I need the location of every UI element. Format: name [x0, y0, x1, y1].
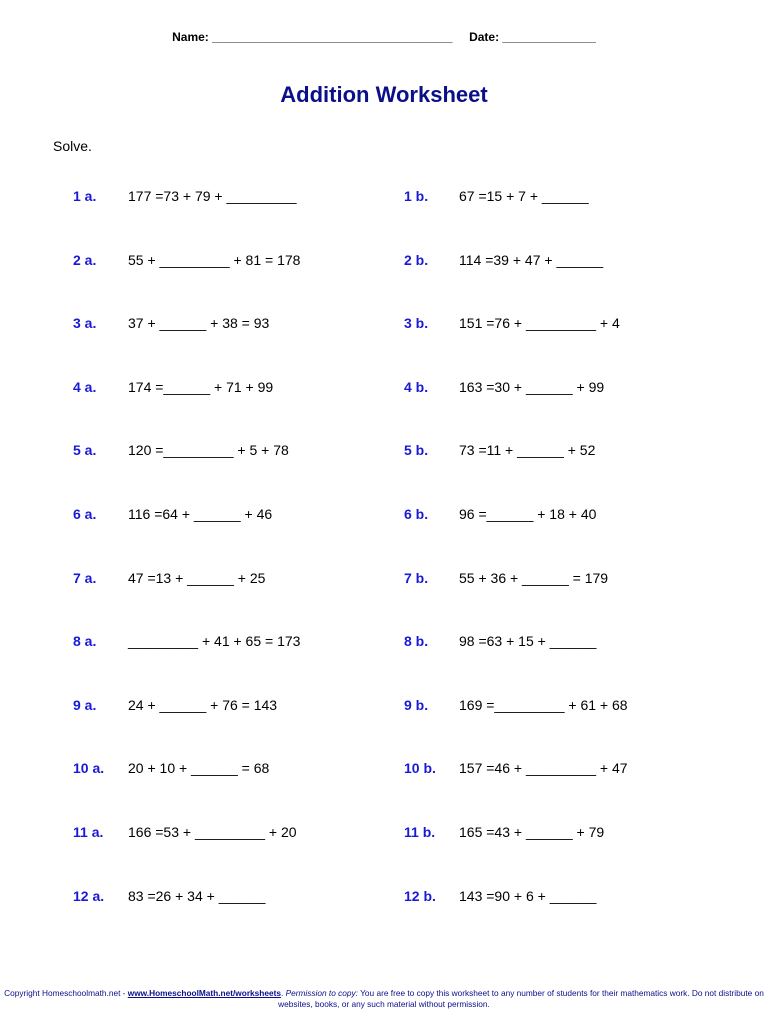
- problem-expression[interactable]: 20 + 10 + ______ = 68: [128, 760, 270, 777]
- problem-number: 12 a.: [73, 887, 105, 904]
- problem-expression[interactable]: 55 + _________ + 81 = 178: [128, 251, 301, 268]
- problem-expression[interactable]: 169 =_________ + 61 + 68: [459, 696, 628, 713]
- problem-expression[interactable]: 98 =63 + 15 + ______: [459, 633, 597, 650]
- problem-number: 3 b.: [404, 315, 429, 332]
- problem-expression[interactable]: _________ + 41 + 65 = 173: [128, 633, 301, 650]
- copyright-text: Copyright Homeschoolmath.net -: [4, 988, 128, 998]
- problem-number: 5 a.: [73, 442, 97, 459]
- name-date-line: [0, 30, 768, 44]
- problem-number: 7 a.: [73, 569, 97, 586]
- problem-row: [0, 379, 768, 443]
- problem-number: 9 b.: [404, 696, 429, 713]
- worksheets-link[interactable]: www.HomeschoolMath.net/worksheets: [127, 988, 281, 998]
- problem-expression[interactable]: 166 =53 + _________ + 20: [128, 823, 297, 840]
- problem-number: 8 b.: [404, 633, 429, 650]
- worksheet-title: Addition Worksheet: [280, 82, 488, 107]
- problem-expression[interactable]: 83 =26 + 34 + ______: [128, 887, 266, 904]
- problem-expression[interactable]: 120 =_________ + 5 + 78: [128, 442, 289, 459]
- problem-expression[interactable]: 114 =39 + 47 + ______: [459, 251, 604, 268]
- problem-expression[interactable]: 67 =15 + 7 + ______: [459, 188, 589, 204]
- problem-grid: [0, 188, 768, 951]
- problem-number: 2 b.: [404, 251, 429, 268]
- problem-expression[interactable]: 73 =11 + ______ + 52: [459, 442, 596, 459]
- problem-row: [0, 506, 768, 570]
- problem-expression[interactable]: 47 =13 + ______ + 25: [128, 569, 266, 586]
- problem-number: 6 a.: [73, 505, 97, 522]
- problem-expression[interactable]: 174 =______ + 71 + 99: [128, 378, 274, 395]
- problem-row: [0, 570, 768, 634]
- after-link-text: .: [280, 988, 286, 998]
- problem-number: 10 b.: [404, 760, 436, 777]
- problem-row: [0, 442, 768, 506]
- problem-number: 4 b.: [404, 378, 429, 395]
- problem-number: 5 b.: [404, 442, 429, 459]
- problem-expression[interactable]: 37 + ______ + 38 = 93: [128, 315, 270, 332]
- problem-expression[interactable]: 177 =73 + 79 + _________: [128, 188, 297, 204]
- problem-expression[interactable]: 143 =90 + 6 + ______: [459, 887, 597, 904]
- problem-number: 10 a.: [73, 760, 105, 777]
- problem-number: 7 b.: [404, 569, 429, 586]
- problem-row: [0, 697, 768, 761]
- problem-expression[interactable]: 157 =46 + _________ + 47: [459, 760, 628, 777]
- problem-number: 6 b.: [404, 505, 429, 522]
- problem-number: 11 b.: [404, 823, 436, 840]
- problem-number: 4 a.: [73, 378, 97, 395]
- problem-expression[interactable]: 165 =43 + ______ + 79: [459, 823, 605, 840]
- permission-text: You are free to copy this worksheet to any number of students for their mathematics work. Do not distribute on websites, books, or any such material without permission.: [278, 988, 764, 1009]
- problem-row: [0, 824, 768, 888]
- problem-number: 1 b.: [404, 188, 429, 204]
- problem-row: [0, 252, 768, 316]
- copyright-footer: [0, 988, 768, 1010]
- problem-expression[interactable]: 163 =30 + ______ + 99: [459, 378, 605, 395]
- problem-number: 2 a.: [73, 251, 97, 268]
- instructions: Solve.: [53, 138, 92, 154]
- date-field-label: Date: ______________: [469, 30, 596, 44]
- problem-number: 1 a.: [73, 188, 97, 204]
- problem-expression[interactable]: 96 =______ + 18 + 40: [459, 505, 597, 522]
- problem-expression[interactable]: 116 =64 + ______ + 46: [128, 505, 273, 522]
- problem-row: [0, 760, 768, 824]
- problem-row: [0, 633, 768, 697]
- name-field-label: Name: ____________________________________: [172, 30, 453, 44]
- problem-row: [0, 188, 768, 252]
- problem-expression[interactable]: 24 + ______ + 76 = 143: [128, 696, 278, 713]
- problem-number: 9 a.: [73, 696, 97, 713]
- problem-number: 8 a.: [73, 633, 97, 650]
- problem-expression[interactable]: 55 + 36 + ______ = 179: [459, 569, 609, 586]
- problem-row: [0, 315, 768, 379]
- problem-number: 3 a.: [73, 315, 97, 332]
- permission-label: Permission to copy:: [285, 988, 358, 998]
- problem-number: 12 b.: [404, 887, 436, 904]
- problem-number: 11 a.: [73, 823, 104, 840]
- problem-expression[interactable]: 151 =76 + _________ + 4: [459, 315, 620, 332]
- problem-row: [0, 888, 768, 952]
